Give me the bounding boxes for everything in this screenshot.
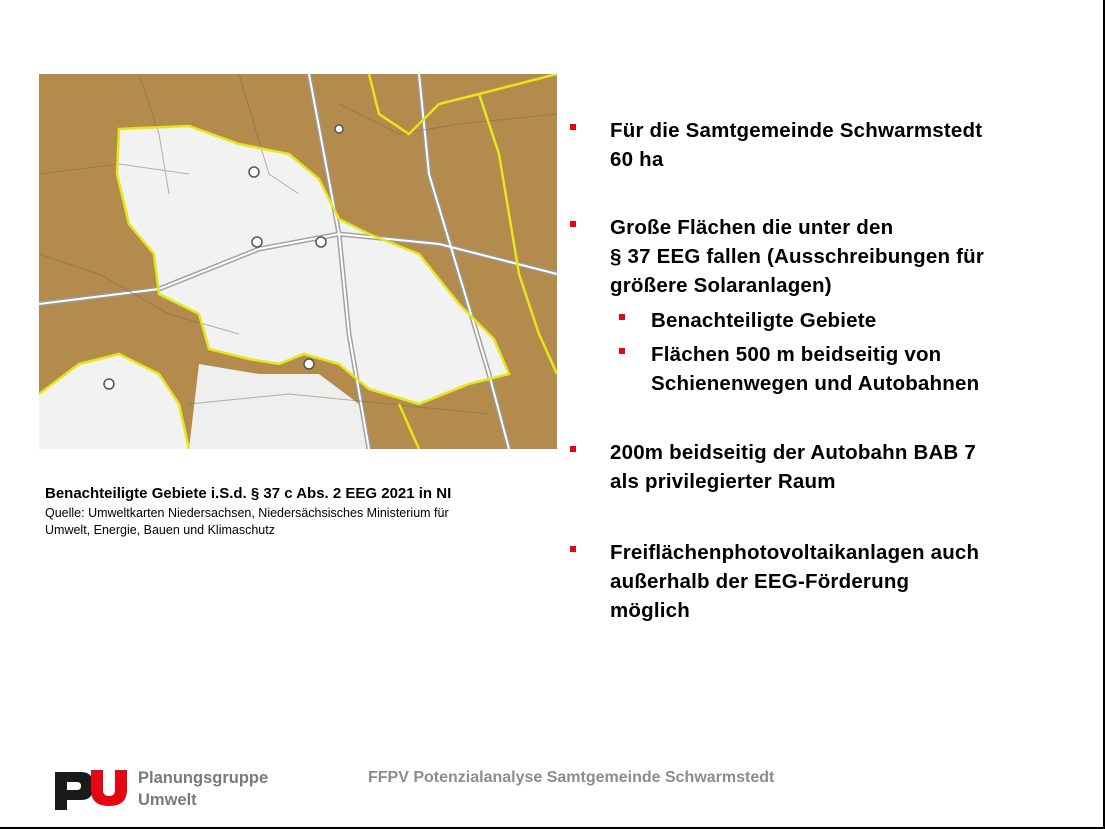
caption-source: [45, 505, 555, 539]
red-square-bullet-icon: [570, 221, 576, 227]
caption-title: Benachteiligte Gebiete i.S.d. § 37 c Abs. 2 EEG 2021 in NI: [45, 485, 452, 502]
bullet-line: Große Flächen die unter den: [610, 216, 894, 239]
sub-bullet-item: [568, 340, 1091, 398]
bullet-line: Freiflächenphotovoltaikanlagen auch: [610, 541, 980, 564]
bullet-line: als privilegierter Raum: [610, 470, 836, 493]
bullet-line: 200m beidseitig der Autobahn BAB 7: [610, 441, 976, 464]
bullet-line: Benachteiligte Gebiete: [651, 309, 877, 332]
bullet-line: Schienenwegen und Autobahnen: [651, 372, 980, 395]
bullet-line: möglich: [610, 599, 690, 622]
bullet-line: außerhalb der EEG-Förderung: [610, 570, 910, 593]
bullet-line: Für die Samtgemeinde Schwarmstedt: [610, 119, 983, 142]
bullet-item: [568, 538, 1070, 625]
bullet-item: [568, 438, 1070, 496]
organization-name-line: Umwelt: [138, 791, 197, 809]
caption-source-line: Umwelt, Energie, Bauen und Klimaschutz: [45, 523, 275, 537]
bullet-line: 60 ha: [610, 148, 664, 171]
red-square-bullet-icon: [619, 348, 625, 354]
bullet-item: [568, 116, 1070, 174]
disadvantaged-areas-map: [39, 74, 557, 449]
caption-source-line: Quelle: Umweltkarten Niedersachsen, Niedersächsisches Ministerium für: [45, 506, 449, 520]
red-square-bullet-icon: [570, 446, 576, 452]
bullet-line: größere Solaranlagen): [610, 274, 832, 297]
map-graphic: [39, 74, 557, 449]
red-square-bullet-icon: [570, 124, 576, 130]
map-caption: [45, 484, 555, 539]
organization-name: [138, 767, 268, 811]
red-square-bullet-icon: [619, 314, 625, 320]
bullet-text: [610, 213, 1070, 300]
pu-logo-icon: [55, 768, 129, 815]
bullet-text: [610, 116, 1070, 174]
bullet-text: [610, 538, 1070, 625]
red-square-bullet-icon: [570, 546, 576, 552]
sub-bullet-item: [568, 306, 1091, 335]
bullet-text: [651, 340, 1091, 398]
footer-title: FFPV Potenzialanalyse Samtgemeinde Schwarmstedt: [368, 769, 775, 786]
bullet-text: [651, 306, 1091, 335]
bullet-line: Flächen 500 m beidseitig von: [651, 343, 942, 366]
bullet-item: [568, 213, 1070, 300]
bullet-line: § 37 EEG fallen (Ausschreibungen für: [610, 245, 985, 268]
bullet-text: [610, 438, 1070, 496]
organization-name-line: Planungsgruppe: [138, 769, 269, 787]
